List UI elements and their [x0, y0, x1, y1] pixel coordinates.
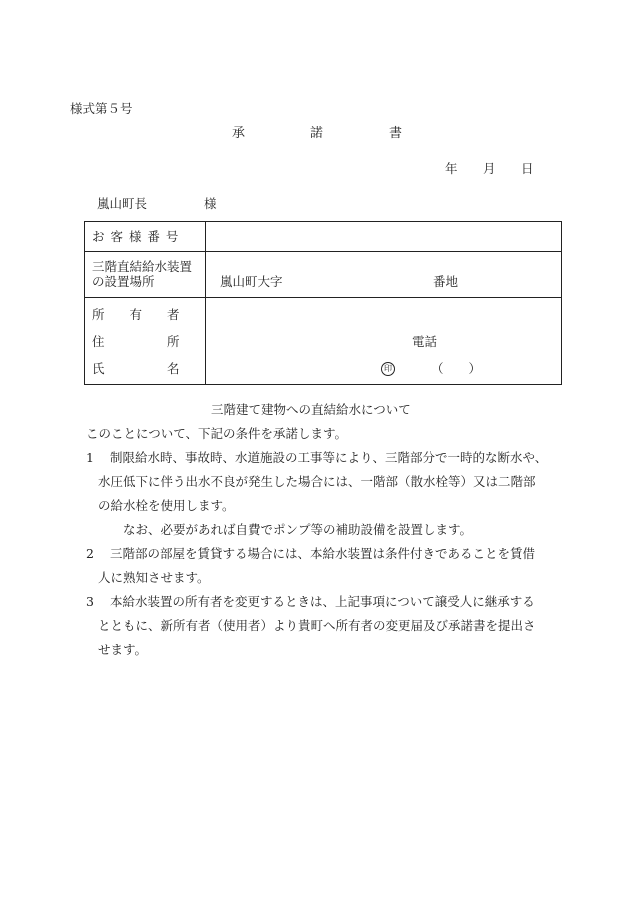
condition-line: 本給水装置の所有者を変更するときは、上記事項について譲受人に継承する — [110, 594, 535, 609]
condition-line: 制限給水時、事故時、水道施設の工事等により、三階部分で一時的な断水や、 — [110, 450, 548, 465]
table-divider — [85, 251, 561, 252]
condition-number: 1 — [86, 450, 94, 465]
date-day: 日 — [521, 161, 534, 176]
phone-area-code: （ ） — [431, 361, 482, 376]
intro-text: このことについて、下記の条件を承諾します。 — [86, 426, 348, 441]
customer-number-label: お 客 様 番 号 — [92, 229, 180, 244]
condition-number: 2 — [86, 546, 94, 561]
location-label-line1: 三階直結給水装置 — [92, 259, 193, 274]
title-char-3: 書 — [389, 126, 403, 141]
date-month: 月 — [483, 161, 496, 176]
phone-label: 電話 — [412, 334, 438, 349]
location-value-prefix: 嵐山町大字 — [220, 274, 283, 289]
document-title — [232, 127, 402, 141]
location-label-line2: の設置場所 — [92, 274, 155, 289]
seal-mark — [381, 361, 395, 376]
condition-number: 3 — [86, 594, 94, 609]
condition-line: せます。 — [98, 642, 148, 657]
condition-line: 人に熟知させます。 — [98, 570, 210, 585]
addressee-honorific: 様 — [204, 196, 217, 211]
condition-line: 三階部の部屋を賃貸する場合には、本給水装置は条件付きであることを賃借 — [110, 546, 536, 561]
condition-line: なお、必要があれば自費でポンプ等の補助設備を設置します。 — [123, 522, 473, 537]
condition-line: とともに、新所有者（使用者）より貴町へ所有者の変更届及び承諾書を提出さ — [98, 618, 536, 633]
address-label: 住 所 — [92, 334, 180, 349]
subject: 三階建て建物への直結給水について — [211, 402, 411, 417]
date-year: 年 — [445, 161, 458, 176]
addressee-name: 嵐山町長 — [97, 196, 148, 211]
customer-number-field[interactable] — [206, 222, 561, 251]
condition-line: の給水栓を使用します。 — [98, 498, 235, 513]
form-number: 様式第５号 — [70, 101, 133, 116]
location-value-suffix: 番地 — [433, 274, 459, 289]
table-divider — [85, 297, 561, 298]
title-char-2: 諾 — [310, 126, 324, 141]
title-char-1: 承 — [232, 126, 246, 141]
name-label: 氏 名 — [92, 361, 180, 376]
seal-icon: 印 — [381, 362, 395, 376]
info-table — [84, 221, 562, 385]
condition-line: 水圧低下に伴う出水不良が発生した場合には、一階部（散水栓等）又は二階部 — [98, 474, 536, 489]
owner-label: 所 有 者 — [92, 307, 180, 322]
